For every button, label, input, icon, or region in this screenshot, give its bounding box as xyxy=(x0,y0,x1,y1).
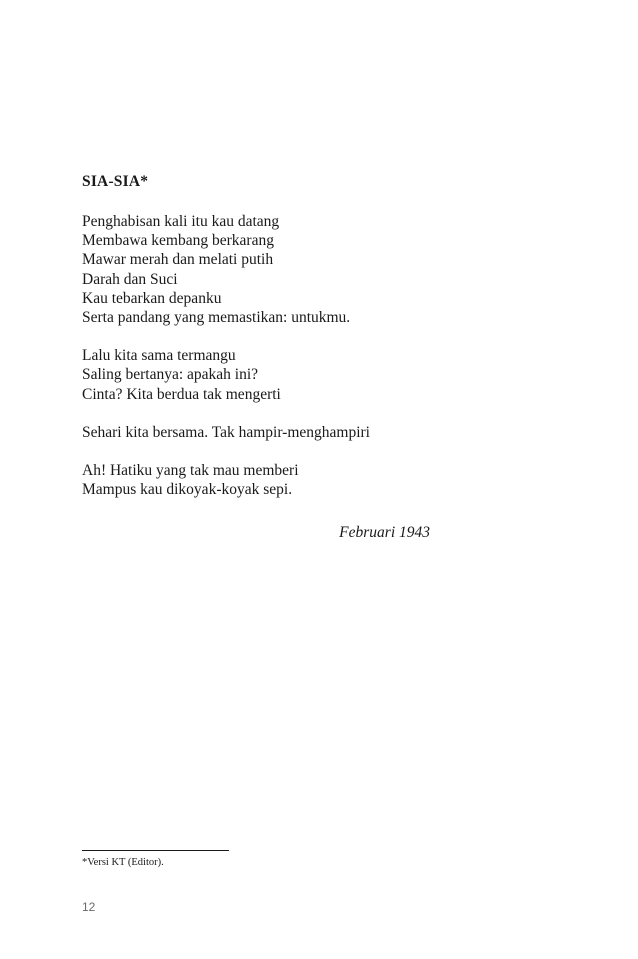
poem-line: Ah! Hatiku yang tak mau memberi xyxy=(82,462,299,480)
poem-line: Cinta? Kita berdua tak mengerti xyxy=(82,385,281,403)
poem-line: Darah dan Suci xyxy=(82,270,178,288)
stanza-4 xyxy=(82,461,502,499)
poem-title: SIA-SIA* xyxy=(82,173,149,190)
poem-line: Mawar merah dan melati putih xyxy=(82,251,274,269)
poem-line: Kau tebarkan depanku xyxy=(82,289,222,307)
poem-body xyxy=(82,212,502,518)
poem-date: Februari 1943 xyxy=(339,524,430,541)
footnote-divider xyxy=(82,850,229,851)
footnote-text: *Versi KT (Editor). xyxy=(82,857,164,868)
poem-line: Membawa kembang berkarang xyxy=(82,232,274,250)
poem-line: Saling bertanya: apakah ini? xyxy=(82,366,259,384)
page-number: 12 xyxy=(82,900,96,914)
poem-line: Mampus kau dikoyak-koyak sepi. xyxy=(82,481,293,499)
poem-line: Serta pandang yang memastikan: untukmu. xyxy=(82,309,351,327)
stanza-3 xyxy=(82,423,502,442)
stanza-1 xyxy=(82,212,502,327)
stanza-2 xyxy=(82,346,502,404)
poem-line: Penghabisan kali itu kau datang xyxy=(82,213,280,230)
poem-line: Sehari kita bersama. Tak hampir-menghampiri xyxy=(82,423,370,441)
poem-line: Lalu kita sama termangu xyxy=(82,347,236,365)
